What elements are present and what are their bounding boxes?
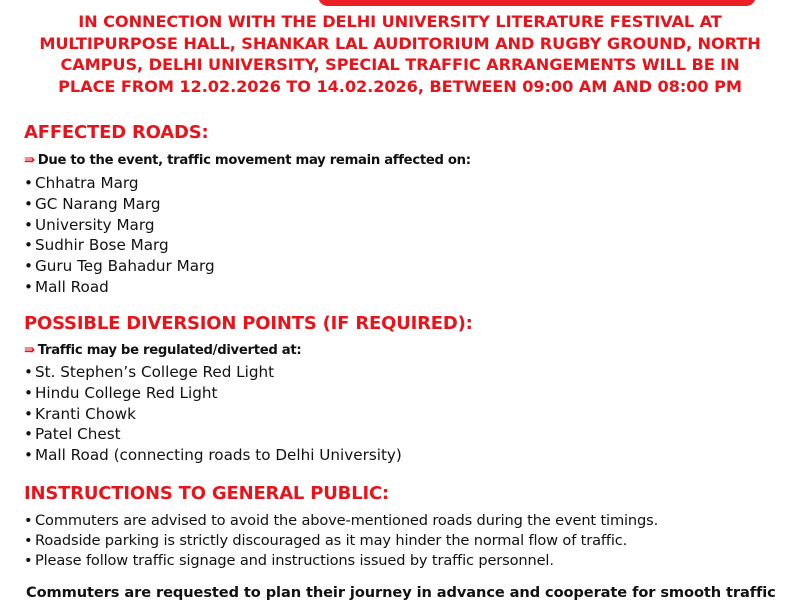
list-item — [24, 531, 658, 551]
affected-roads-heading: AFFECTED ROADS: — [24, 122, 209, 143]
list-item-text: St. Stephen’s College Red Light — [35, 363, 275, 381]
list-item — [24, 173, 215, 194]
list-item — [24, 511, 658, 531]
bullet-icon: • — [24, 236, 33, 255]
bullet-icon: • — [24, 257, 33, 276]
bullet-icon: • — [24, 277, 33, 296]
bullet-icon: • — [24, 404, 33, 423]
list-item — [24, 551, 658, 571]
public-instructions-heading: INSTRUCTIONS TO GENERAL PUBLIC: — [24, 483, 389, 504]
list-item-text: Kranti Chowk — [35, 404, 136, 423]
list-item — [24, 383, 402, 404]
list-item-text: University Marg — [35, 215, 155, 234]
list-item-text: Patel Chest — [35, 425, 121, 444]
list-item — [24, 256, 215, 277]
affected-roads-list — [24, 173, 215, 298]
bullet-icon: • — [24, 425, 33, 444]
list-item-text: GC Narang Marg — [35, 194, 161, 213]
bullet-icon: • — [24, 446, 33, 465]
intro-line: IN CONNECTION WITH THE DELHI UNIVERSITY LITERATURE FESTIVAL AT — [78, 12, 722, 31]
double-arrow-icon: ⇛ — [24, 153, 35, 168]
affected-roads-subheading-text: Due to the event, traffic movement may remain affected on: — [37, 153, 471, 168]
list-item — [24, 362, 402, 383]
list-item-text: Hindu College Red Light — [35, 383, 218, 402]
list-item-text: Please follow traffic signage and instructions issued by traffic personnel. — [35, 552, 554, 570]
diversion-points-subheading — [24, 343, 301, 359]
intro-line: PLACE FROM 12.02.2026 TO 14.02.2026, BETWEEN 09:00 AM AND 08:00 PM — [58, 76, 742, 96]
list-item-text: Guru Teg Bahadur Marg — [35, 257, 215, 276]
affected-roads-subheading — [24, 153, 471, 169]
list-item-text: Commuters are advised to avoid the above-mentioned roads during the event timings. — [35, 512, 659, 529]
list-item — [24, 215, 215, 236]
intro-notice — [0, 11, 800, 97]
diversion-points-list — [24, 362, 402, 466]
list-item — [24, 424, 402, 445]
list-item-text: Roadside parking is strictly discouraged as it may hinder the normal flow of traffic. — [35, 532, 628, 550]
bullet-icon: • — [24, 552, 33, 570]
list-item — [24, 404, 402, 425]
list-item — [24, 277, 215, 298]
list-item-text: Mall Road — [35, 277, 109, 296]
bullet-icon: • — [24, 363, 33, 381]
intro-line: MULTIPURPOSE HALL, SHANKAR LAL AUDITORIUM AND RUGBY GROUND, NORTH — [39, 33, 761, 53]
bullet-icon: • — [24, 174, 33, 192]
list-item-text: Mall Road (connecting roads to Delhi University) — [35, 446, 402, 465]
bullet-icon: • — [24, 194, 33, 213]
list-item — [24, 235, 215, 256]
public-instructions-list — [24, 511, 658, 572]
list-item-text: Chhatra Marg — [35, 174, 139, 192]
intro-line: CAMPUS, DELHI UNIVERSITY, SPECIAL TRAFFIC ARRANGEMENTS WILL BE IN — [60, 55, 740, 75]
bullet-icon: • — [24, 383, 33, 402]
diversion-points-heading: POSSIBLE DIVERSION POINTS (IF REQUIRED): — [24, 313, 473, 334]
bullet-icon: • — [24, 512, 33, 529]
diversion-points-subheading-text: Traffic may be regulated/diverted at: — [37, 343, 302, 358]
list-item-text: Sudhir Bose Marg — [35, 236, 169, 255]
top-banner-decoration — [318, 0, 756, 6]
bullet-icon: • — [24, 215, 33, 234]
double-arrow-icon: ⇛ — [24, 343, 35, 358]
list-item — [24, 445, 402, 466]
list-item — [24, 194, 215, 215]
bullet-icon: • — [24, 532, 33, 550]
closing-note: Commuters are requested to plan their journey in advance and cooperate for smooth traffic — [26, 584, 776, 600]
